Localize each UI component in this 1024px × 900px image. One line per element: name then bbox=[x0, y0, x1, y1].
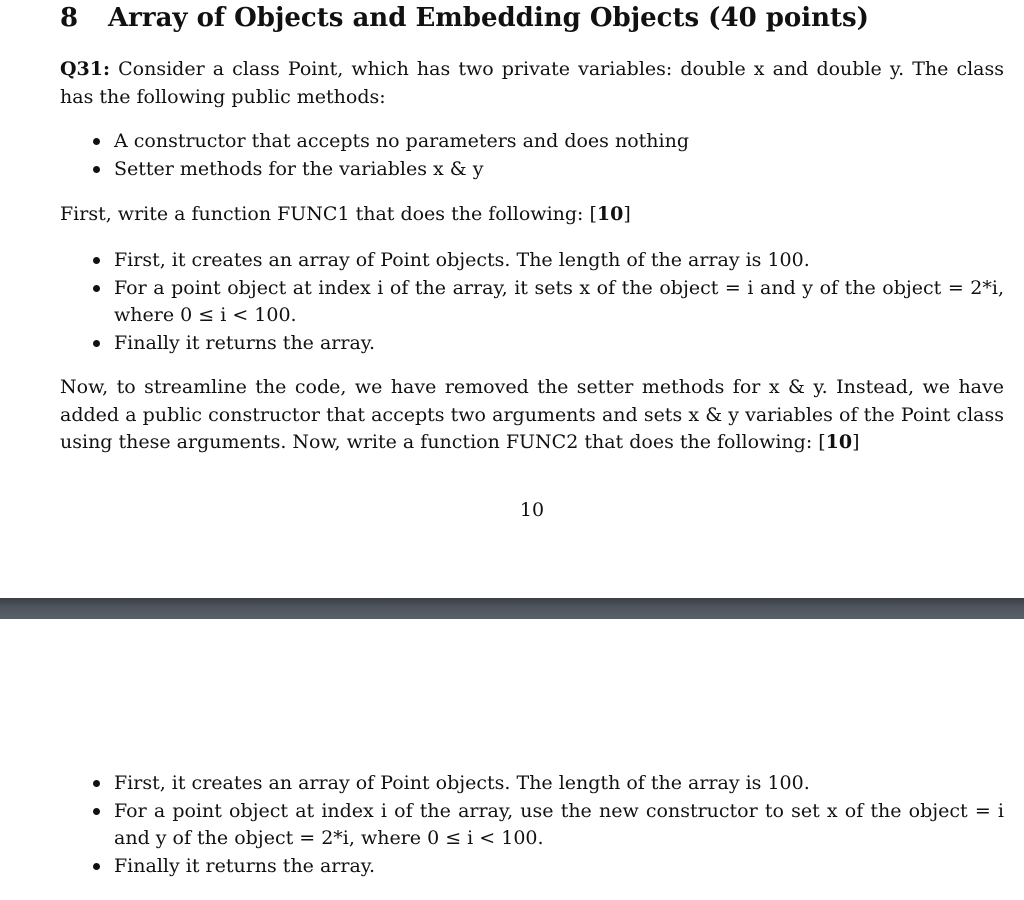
section-title: Array of Objects and Embedding Objects (40 points) bbox=[108, 3, 869, 33]
list-item: Finally it returns the array. bbox=[60, 330, 1004, 358]
list-item: First, it creates an array of Point objects. The length of the array is 100. bbox=[60, 247, 1004, 275]
methods-list bbox=[60, 128, 1004, 183]
func1-prompt bbox=[60, 201, 1004, 229]
func1-points: 10 bbox=[596, 203, 624, 225]
func2-prompt-text: Now, to streamline the code, we have removed the setter methods for x & y. Instead, we have added a public constructor that accepts two arguments and sets x & y variables of the Point class using these arguments. Now, write a function FUNC2 that does the following: [ bbox=[60, 376, 1004, 453]
page-number: 10 bbox=[519, 499, 545, 521]
func2-steps-list bbox=[60, 770, 1004, 880]
list-item: For a point object at index i of the array, use the new constructor to set x of the object = i and y of the object = 2*i, where 0 ≤ i < 100. bbox=[60, 798, 1004, 853]
list-item: Finally it returns the array. bbox=[60, 853, 1004, 881]
question-intro bbox=[60, 56, 1004, 111]
func2-prompt bbox=[60, 374, 1004, 457]
func2-points: 10 bbox=[825, 431, 853, 453]
page-divider bbox=[0, 598, 1024, 619]
func1-prompt-text: First, write a function FUNC1 that does the following: [ bbox=[60, 203, 597, 225]
func1-steps-list bbox=[60, 247, 1004, 357]
func2-bracket: ] bbox=[852, 431, 860, 453]
section-heading bbox=[60, 3, 869, 33]
list-item: A constructor that accepts no parameters and does nothing bbox=[60, 128, 1004, 156]
page-11 bbox=[0, 619, 1024, 900]
list-item: Setter methods for the variables x & y bbox=[60, 156, 1004, 184]
list-item: First, it creates an array of Point objects. The length of the array is 100. bbox=[60, 770, 1004, 798]
section-number: 8 bbox=[60, 3, 79, 33]
question-intro-text: Consider a class Point, which has two private variables: double x and double y. The class has the following public methods: bbox=[60, 58, 1005, 108]
list-item: For a point object at index i of the array, it sets x of the object = i and y of the object = 2*i, where 0 ≤ i < 100. bbox=[60, 275, 1004, 330]
question-label: Q31: bbox=[60, 58, 111, 80]
func1-bracket: ] bbox=[623, 203, 631, 225]
